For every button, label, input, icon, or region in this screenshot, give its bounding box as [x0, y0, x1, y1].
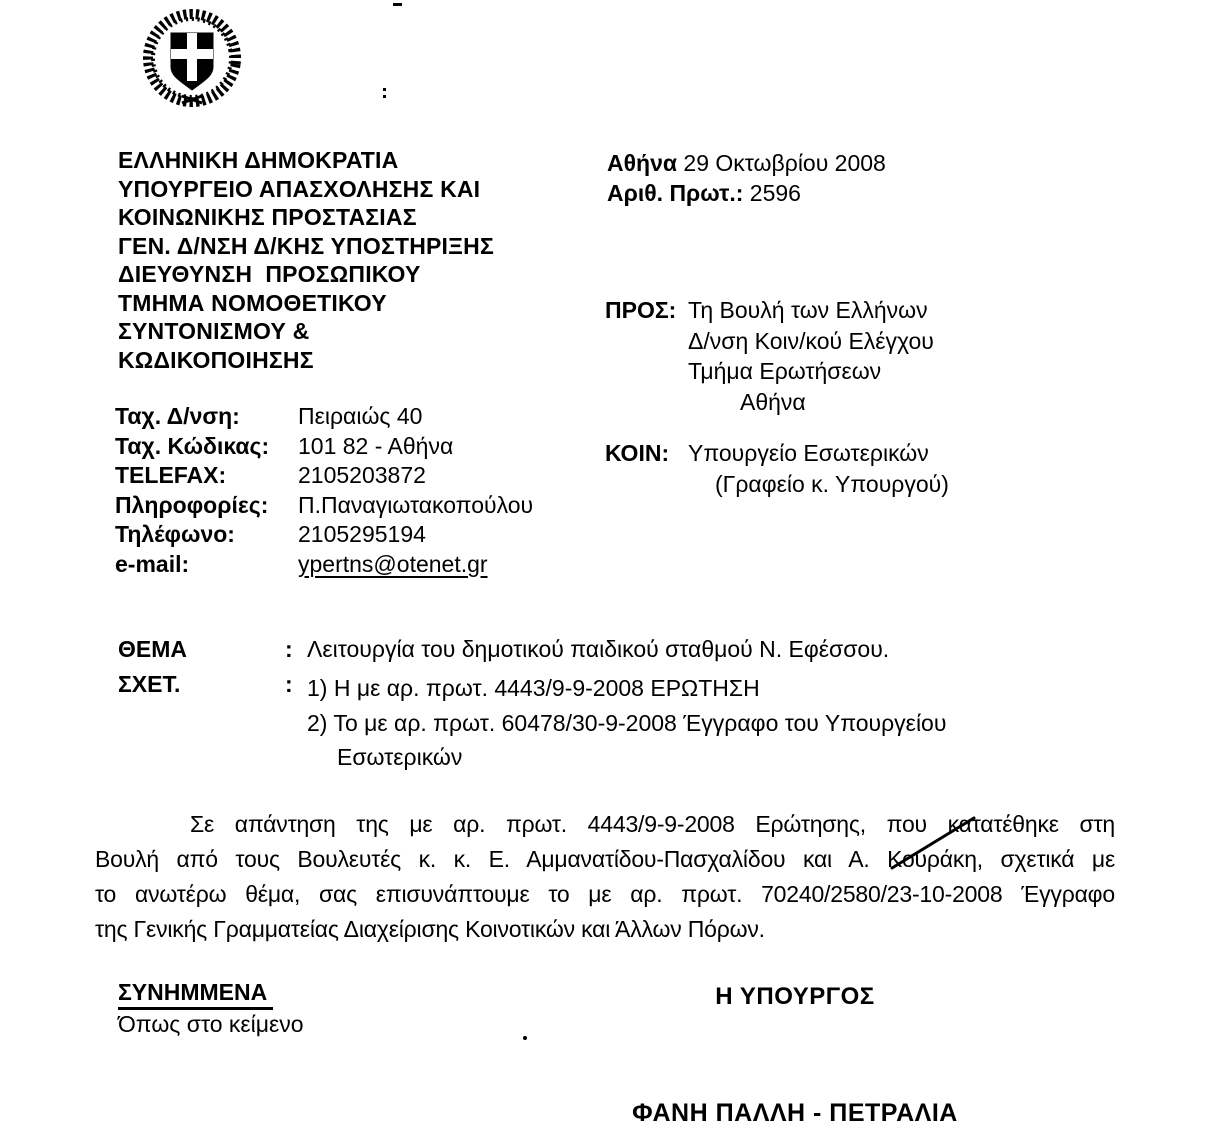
body-line: το ανωτέρω θέμα, σας επισυνάπτουμε το με αρ. πρωτ. 70240/2580/23-10-2008 Έγγραφο — [95, 881, 1115, 907]
ministry-header — [118, 146, 494, 374]
cc-block — [605, 438, 949, 499]
contact-row — [115, 491, 533, 521]
contact-row — [115, 402, 533, 432]
contact-label: Ταχ. Κώδικας: — [115, 432, 270, 459]
body-line: της Γενικής Γραμματείας Διαχείρισης Κοινοτικών και Άλλων Πόρων. — [95, 916, 765, 942]
date-protocol-block — [607, 148, 886, 208]
contact-value: 2105295194 — [298, 521, 426, 547]
reference-line: Εσωτερικών — [337, 744, 463, 770]
minister-name: ΦΑΝΗ ΠΑΛΛΗ - ΠΕΤΡΑΛΙΑ — [632, 1099, 958, 1127]
scan-artifact-dots — [383, 88, 386, 91]
minister-role: Η ΥΠΟΥΡΓΟΣ — [715, 983, 875, 1010]
contact-row — [115, 550, 533, 580]
pen-stroke-mark — [880, 810, 1000, 880]
references-list — [307, 671, 946, 775]
contact-value: Πειραιώς 40 — [298, 403, 423, 429]
recipient-line: Τη Βουλή των Ελλήνων — [688, 297, 928, 323]
contact-label: Ταχ. Δ/νση: — [115, 403, 240, 429]
contact-row — [115, 520, 533, 550]
header-line: ΥΠΟΥΡΓΕΙΟ ΑΠΑΣΧΟΛΗΣΗΣ ΚΑΙ — [118, 175, 481, 202]
greek-coat-of-arms-icon — [138, 4, 246, 112]
subject-label: ΘΕΜΑ — [118, 636, 187, 662]
cc-line: Υπουργείο Εσωτερικών — [688, 440, 929, 466]
contact-label: Πληροφορίες: — [115, 491, 269, 518]
contact-label: Τηλέφωνο: — [115, 521, 235, 547]
contact-row — [115, 432, 533, 462]
contact-row — [115, 461, 533, 491]
attachments-title: ΣΥΝΗΜΜΕΝΑ — [118, 979, 273, 1010]
city-label: Αθήνα — [607, 150, 678, 176]
reference-line: 2) Το με αρ. πρωτ. 60478/30-9-2008 Έγγραφο του Υπουργείου — [307, 709, 947, 736]
protocol-number: 2596 — [749, 180, 801, 206]
header-line: ΔΙΕΥΘΥΝΣΗ ΠΡΟΣΩΠΙΚΟΥ — [118, 261, 421, 287]
contact-label: TELEFAX: — [115, 462, 227, 488]
header-line: ΚΩΔΙΚΟΠΟΙΗΣΗΣ — [118, 346, 314, 373]
subject-text: Λειτουργία του δημοτικού παιδικού σταθμού Ν. Εφέσσου. — [307, 636, 890, 662]
recipient-label: ΠΡΟΣ: — [605, 297, 677, 323]
contact-value: Π.Παναγιωτακοπούλου — [298, 491, 534, 518]
recipient-block — [605, 295, 934, 417]
contact-block — [115, 402, 533, 579]
subject-colon: : — [285, 636, 293, 662]
scan-artifact-dot — [523, 1036, 527, 1040]
header-line: ΓΕΝ. Δ/ΝΣΗ Δ/ΚΗΣ ΥΠΟΣΤΗΡΙΞΗΣ — [118, 232, 494, 259]
references-colon: : — [285, 671, 293, 697]
header-line: ΤΜΗΜΑ ΝΟΜΟΘΕΤΙΚΟΥ — [118, 289, 387, 316]
header-line: ΣΥΝΤΟΝΙΣΜΟΥ & — [118, 318, 310, 344]
contact-value: 2105203872 — [298, 462, 426, 488]
header-line: ΕΛΛΗΝΙΚΗ ΔΗΜΟΚΡΑΤΙΑ — [118, 147, 399, 173]
cc-line: (Γραφείο κ. Υπουργού) — [715, 470, 949, 497]
header-line: ΚΟΙΝΩΝΙΚΗΣ ΠΡΟΣΤΑΣΙΑΣ — [118, 204, 417, 230]
body-line: Σε απάντηση της με αρ. πρωτ. 4443/9-9-2008 Ερώτησης, που κατατέθηκε στη — [190, 811, 1115, 837]
body-line: Βουλή από τους Βουλευτές κ. κ. Ε. Αμμανατίδου-Πασχαλίδου και Α. Κουράκη, σχετικά με — [95, 846, 1115, 872]
recipient-line: Τμήμα Ερωτήσεων — [688, 358, 882, 384]
protocol-line — [607, 178, 886, 208]
date-value: 29 Οκτωβρίου 2008 — [683, 150, 886, 176]
references-label: ΣΧΕΤ. — [118, 671, 181, 697]
scan-artifact-dash — [393, 3, 402, 6]
date-line — [607, 148, 886, 178]
recipient-line: Δ/νση Κοιν/κού Ελέγχου — [688, 327, 934, 354]
contact-label: e-mail: — [115, 550, 190, 577]
attachments-note: Όπως στο κείμενο — [118, 1011, 304, 1037]
contact-value: 101 82 - Αθήνα — [298, 432, 454, 459]
recipient-line: Αθήνα — [740, 388, 806, 415]
protocol-label: Αριθ. Πρωτ.: — [607, 180, 744, 206]
reference-line: 1) Η με αρ. πρωτ. 4443/9-9-2008 ΕΡΩΤΗΣΗ — [307, 675, 760, 701]
cc-label: ΚΟΙΝ: — [605, 440, 670, 466]
email-value: ypertns@otenet.gr — [298, 550, 488, 577]
